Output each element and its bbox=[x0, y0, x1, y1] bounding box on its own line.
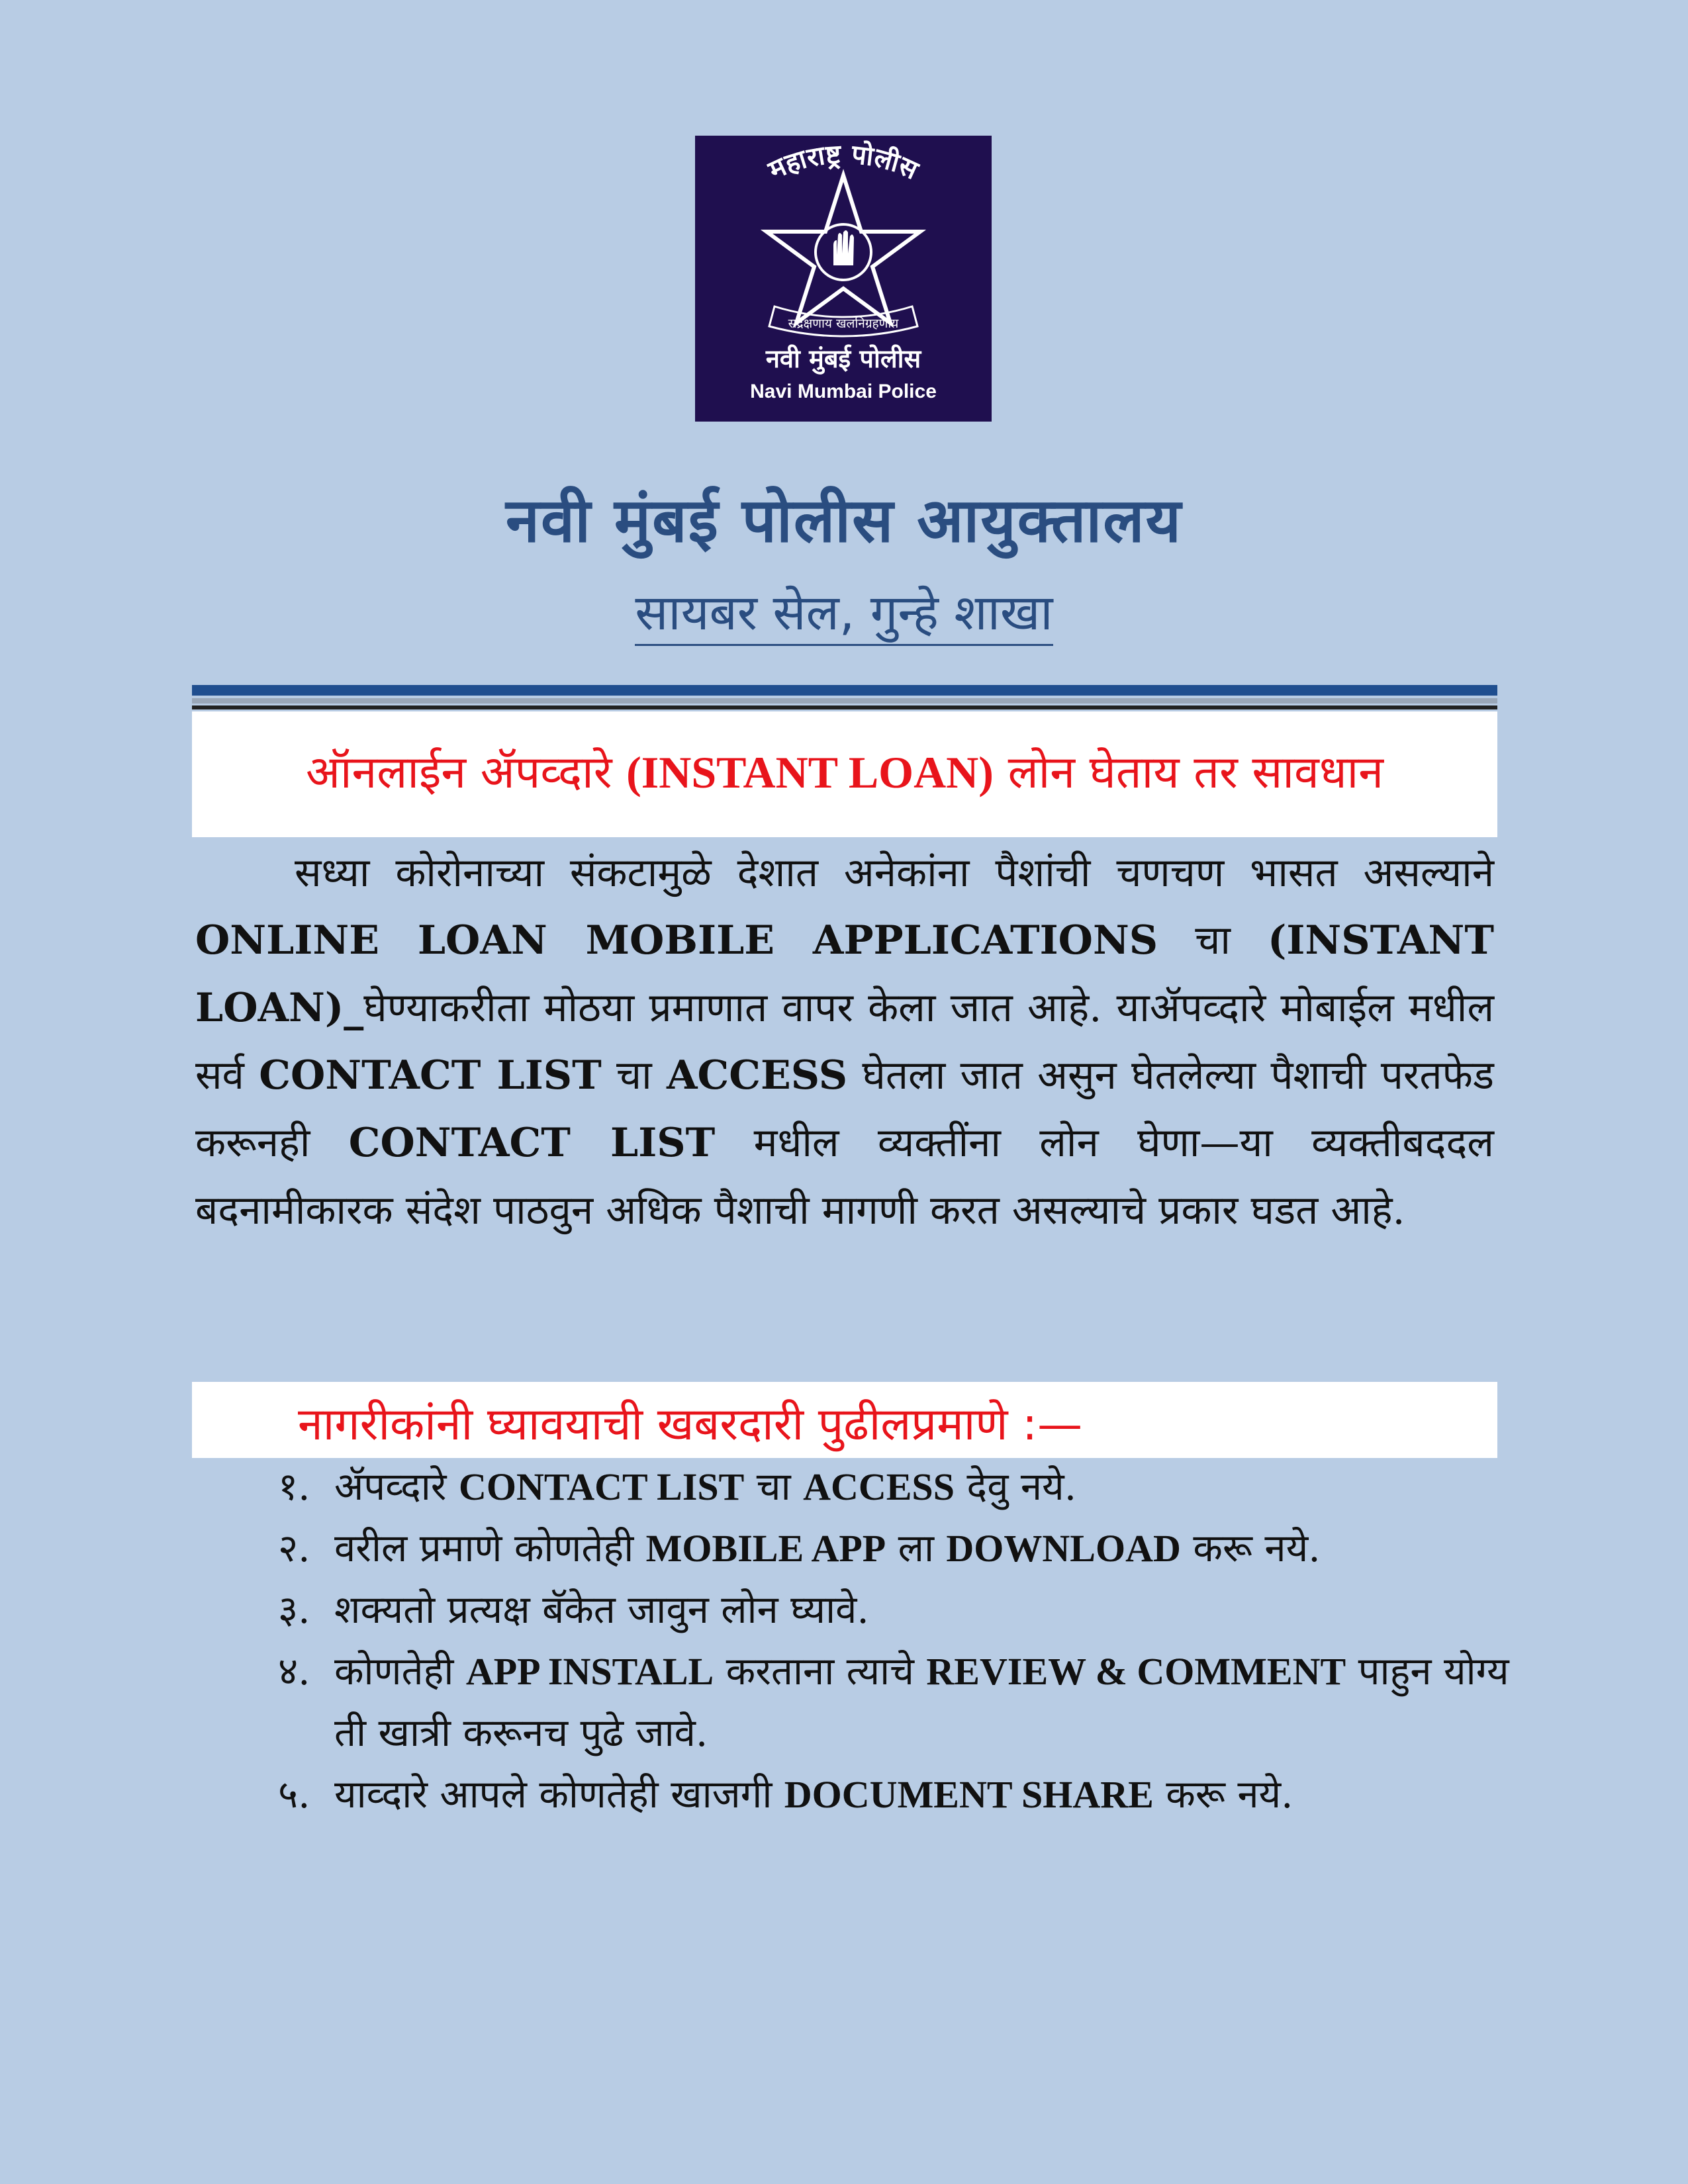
hand-icon bbox=[833, 230, 854, 265]
page-subtitle bbox=[0, 577, 1688, 644]
body-paragraph: सध्या कोरोनाच्या संकटामुळे देशात अनेकांना पैशांची चणचण भासत असल्याने ONLINE LOAN MOBILE APPLICATIONS चा (INSTANT LOAN)_घेण्याकरीता मोठया प्रमाणात वापर केला जात आहे. याॲपव्दारे मोबाईल मधील सर्व CONTACT LIST चा ACCESS घेतला जात असुन घेतलेल्या पैशाची परतफेड करूनही CONTACT LIST मधील व्यक्तींना लोन घेणा—या व्यक्तीबददल बदनामीकारक संदेश पाठवुन अधिक पैशाची मागणी करत असल्याचे प्रकार घडत आहे. bbox=[195, 850, 1494, 1234]
precautions-list bbox=[278, 1456, 1509, 1825]
list-item-text: याव्दारे आपले कोणतेही खाजगी DOCUMENT SHARE करू नये. bbox=[334, 1772, 1293, 1817]
list-item-text: कोणतेही APP INSTALL करताना त्याचे REVIEW & COMMENT पाहुन योग्य ती खात्री करूनच पुढे जावे. bbox=[334, 1649, 1509, 1755]
list-item-text: वरील प्रमाणे कोणतेही MOBILE APP ला DOWNLOAD करू नये. bbox=[334, 1525, 1321, 1570]
list-item-number: ५. bbox=[278, 1772, 310, 1817]
logo-motto: सद्रक्षणाय खलनिग्रहणाय bbox=[788, 316, 899, 331]
banner-after: लोन घेताय तर सावधान bbox=[1008, 747, 1383, 799]
police-star-emblem bbox=[695, 136, 992, 422]
list-item-number: ३. bbox=[278, 1587, 310, 1632]
english-term: DOCUMENT SHARE bbox=[784, 1773, 1154, 1816]
english-term: APP INSTALL bbox=[465, 1650, 714, 1693]
list-item-number: २. bbox=[278, 1525, 310, 1570]
police-logo bbox=[695, 136, 992, 422]
english-term: (INSTANT LOAN)_ bbox=[195, 917, 1494, 1031]
precautions-heading: नागरीकांनी घ्यावयाची खबरदारी पुढीलप्रमाणे :— bbox=[298, 1398, 1083, 1451]
english-term: CONTACT LIST bbox=[259, 1052, 602, 1099]
list-item-number: ४. bbox=[278, 1649, 310, 1694]
logo-name-marathi: नवी मुंबई पोलीस bbox=[765, 344, 921, 373]
warning-banner-text bbox=[192, 739, 1497, 801]
english-term: MOBILE APP bbox=[645, 1527, 886, 1570]
list-item-text: शक्यतो प्रत्यक्ष बॅकेत जावुन लोन घ्यावे. bbox=[334, 1587, 869, 1632]
english-term: CONTACT LIST bbox=[348, 1120, 716, 1166]
english-term: REVIEW & COMMENT bbox=[926, 1650, 1346, 1693]
page-title: नवी मुंबई पोलीस आयुक्तालय bbox=[505, 485, 1183, 556]
banner-highlight: (INSTANT LOAN) bbox=[626, 747, 994, 797]
list-item-text: ॲपव्दारे CONTACT LIST चा ACCESS देवु नये. bbox=[334, 1464, 1077, 1509]
english-term: DOWNLOAD bbox=[946, 1527, 1181, 1570]
list-item bbox=[278, 1641, 1509, 1764]
list-item bbox=[278, 1579, 1509, 1641]
logo-name-english: Navi Mumbai Police bbox=[750, 381, 937, 402]
english-term: ONLINE LOAN MOBILE APPLICATIONS bbox=[195, 917, 1158, 964]
english-term: ACCESS bbox=[666, 1052, 848, 1099]
precautions-heading-box bbox=[192, 1382, 1497, 1458]
divider-thick bbox=[192, 685, 1497, 696]
banner-before: ऑनलाईन ॲपव्दारे bbox=[305, 747, 612, 799]
list-item bbox=[278, 1764, 1509, 1825]
list-item-number: १. bbox=[278, 1464, 310, 1509]
warning-banner bbox=[192, 711, 1497, 837]
divider-thin bbox=[192, 705, 1497, 709]
list-item bbox=[278, 1518, 1509, 1579]
divider-mid bbox=[192, 698, 1497, 704]
list-item bbox=[278, 1456, 1509, 1518]
logo-arc-text: महाराष्ट्र पोलीस bbox=[763, 139, 923, 186]
subtitle-text: सायबर सेल, गुन्हे शाखा bbox=[635, 584, 1053, 646]
english-term: CONTACT LIST bbox=[458, 1465, 745, 1508]
english-term: ACCESS bbox=[803, 1465, 955, 1508]
